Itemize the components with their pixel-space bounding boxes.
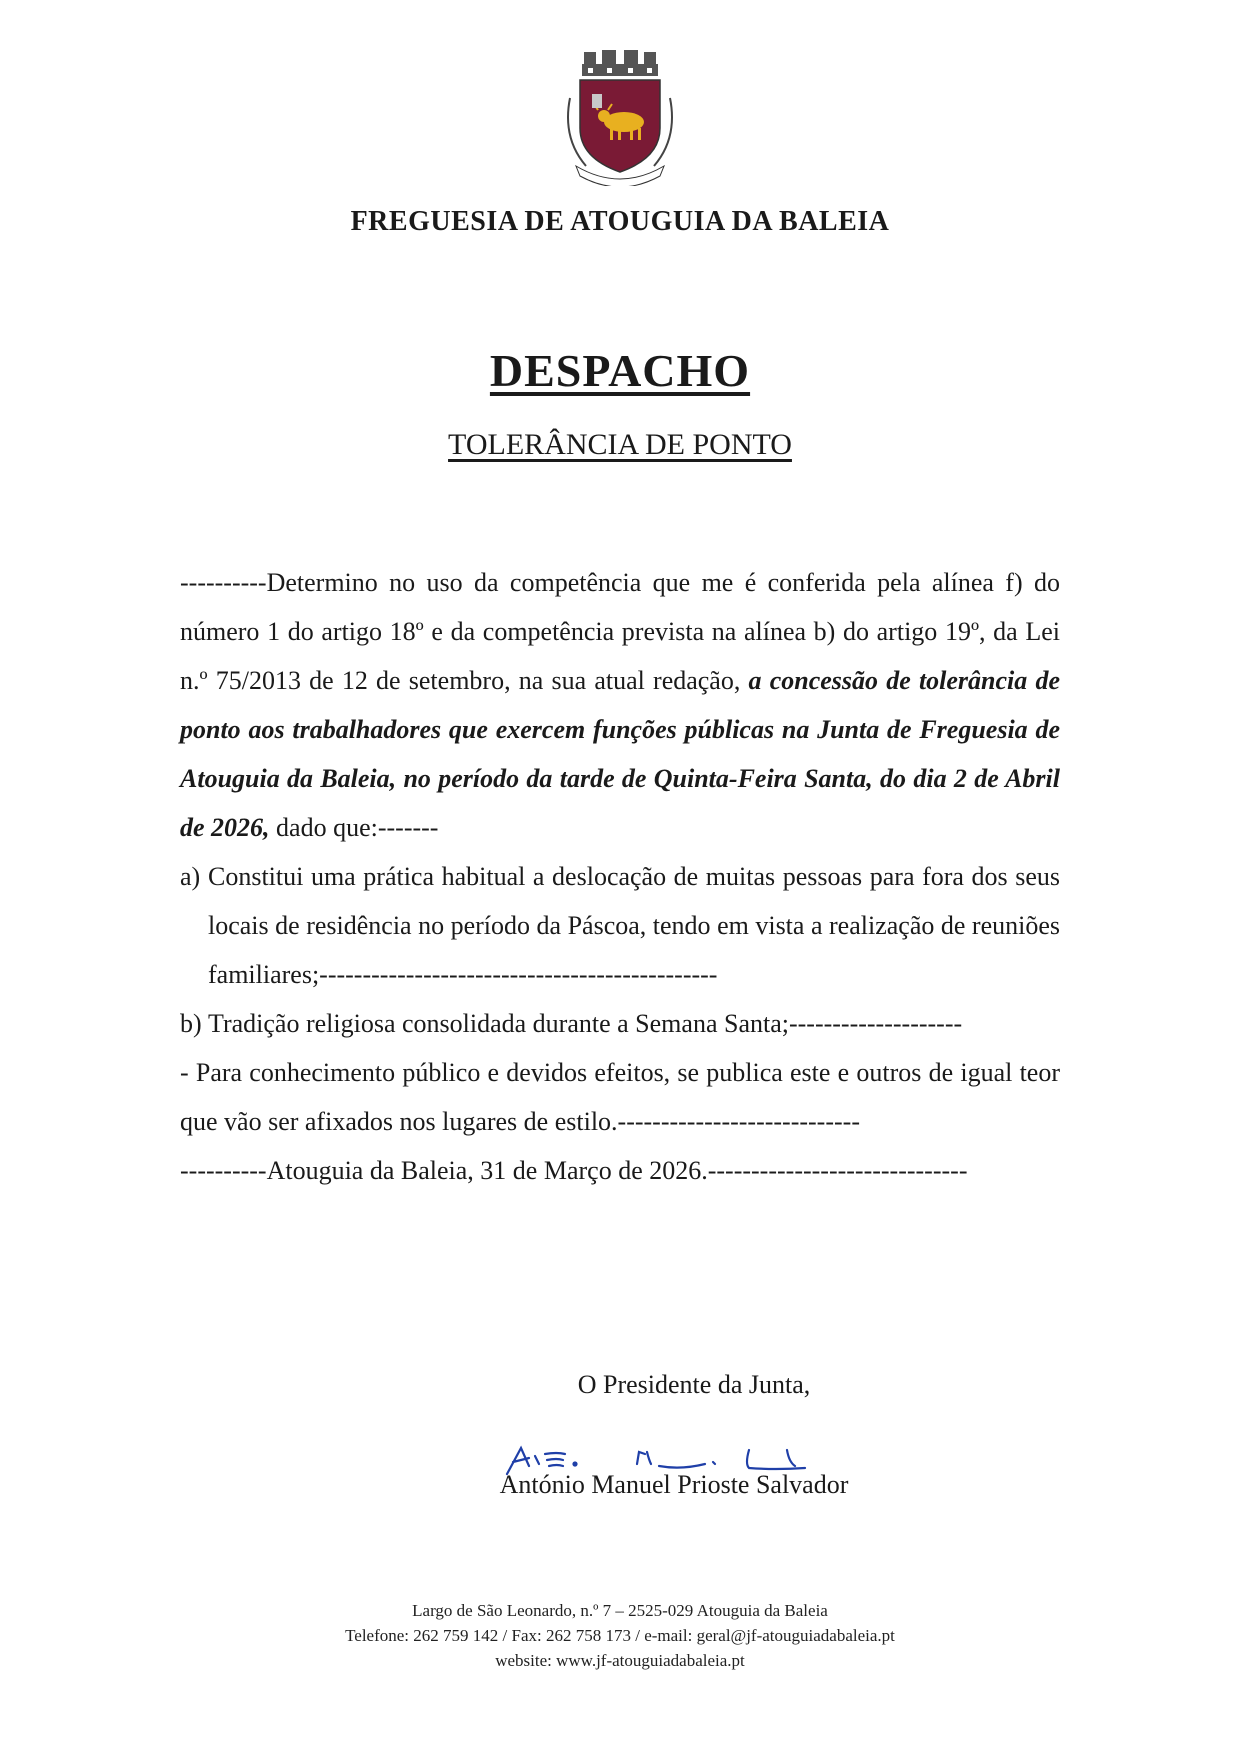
footer-website: website: www.jf-atouguiadabaleia.pt (495, 1651, 745, 1670)
reason-item-a-label: a) (180, 862, 201, 891)
closing-line: O Presidente da Junta, (577, 1370, 811, 1399)
reason-item-b (180, 999, 1060, 1048)
coat-of-arms-icon (556, 48, 684, 186)
decision-tail: dado que:------- (269, 813, 439, 842)
decision-emphasis: a concessão de tolerância de ponto aos trabalhadores que exercem funções públicas na Junta de Freguesia de Atouguia da Baleia, no período da tarde de Quinta-Feira Santa, do dia 2 de Abril de 2026, (180, 666, 1061, 842)
document-subtitle: TOLERÂNCIA DE PONTO (448, 428, 792, 461)
footer-address: Largo de São Leonardo, n.º 7 – 2525-029 Atouguia da Baleia (412, 1601, 828, 1620)
document-body (180, 558, 1060, 1195)
reason-item-b-label: b) (180, 1009, 202, 1038)
organization-name: FREGUESIA DE ATOUGUIA DA BALEIA (350, 206, 890, 237)
decision-intro: ----------Determino no uso da competência que me é conferida pela alínea f) do número 1 do artigo 18º e da competência prevista na alínea b) do artigo 19º, da Lei n.º 75/2013 de 12 de setembro, na sua atual redação, (180, 568, 1060, 695)
decision-paragraph (180, 558, 1060, 852)
footer-contacts: Telefone: 262 759 142 / Fax: 262 758 173 / e-mail: geral@jf-atouguiadabaleia.pt (345, 1626, 895, 1645)
reason-item-b-text: Tradição religiosa consolidada durante a Semana Santa;-------------------- (208, 1009, 963, 1038)
date-line: ----------Atouguia da Baleia, 31 de Março de 2026.------------------------------ (180, 1156, 968, 1185)
document-title: DESPACHO (489, 345, 751, 396)
signer-name: António Manuel Prioste Salvador (499, 1470, 849, 1499)
reason-item-a (180, 852, 1060, 999)
reason-item-a-text: Constitui uma prática habitual a deslocação de muitas pessoas para fora dos seus locais de residência no período da Páscoa, tendo em vista a realização de reuniões familiares;---------------------------------------------- (208, 862, 1060, 989)
publication-paragraph: - Para conhecimento público e devidos efeitos, se publica este e outros de igual teor que vão ser afixados nos lugares de estilo.---------------------------- (180, 1058, 1060, 1136)
letterhead-footer (0, 1598, 1240, 1673)
